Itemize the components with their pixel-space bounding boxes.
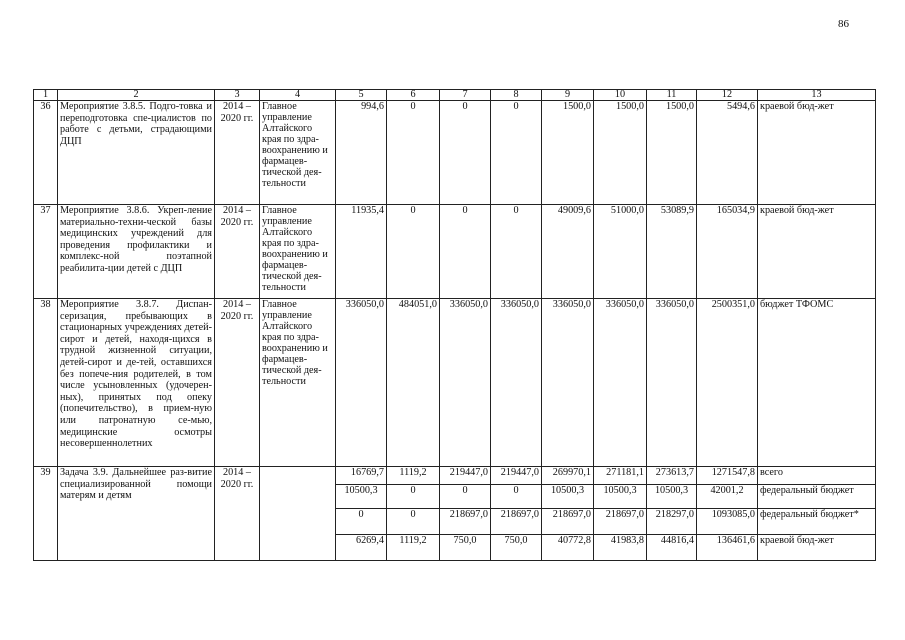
value-col-7: 336050,0 (440, 299, 491, 467)
value-col-9: 269970,1 (542, 467, 594, 485)
value-col-10: 41983,8 (594, 535, 647, 561)
value-col-11: 218297,0 (647, 509, 697, 535)
value-col-11: 10500,3 (647, 485, 697, 509)
value-col-7: 218697,0 (440, 509, 491, 535)
value-col-5: 11935,4 (336, 205, 387, 299)
value-col-10: 1500,0 (594, 101, 647, 205)
value-col-12: 42001,2 (697, 485, 758, 509)
column-number: 9 (542, 90, 594, 101)
table-row (34, 101, 876, 205)
value-col-9: 40772,8 (542, 535, 594, 561)
executor: Главное управление Алтайского края по здра-воохранению и фармацев-тической дея-тельности (260, 101, 336, 205)
funding-source: федеральный бюджет* (758, 509, 876, 535)
value-col-7: 0 (440, 205, 491, 299)
value-col-5: 16769,7 (336, 467, 387, 485)
value-col-9: 336050,0 (542, 299, 594, 467)
value-col-12: 1093085,0 (697, 509, 758, 535)
value-col-12: 5494,6 (697, 101, 758, 205)
value-col-9: 10500,3 (542, 485, 594, 509)
measure-name: Мероприятие 3.8.7. Диспан-серизация, пребывающих в стационарных учреждениях детей-сирот и детей, находя-щихся в трудной жизненной ситуации, детей-сирот и де-тей, оставшихся без попече-ния родителей, в том числе усыновленных (удочерен-ных), принятых под опеку (попечительство), в прием-ную или патронатную се-мью, медицинские осмотры несовершеннолетних (58, 299, 215, 467)
value-col-5: 6269,4 (336, 535, 387, 561)
executor: Главное управление Алтайского края по здра-воохранению и фармацев-тической дея-тельности (260, 299, 336, 467)
value-col-10: 51000,0 (594, 205, 647, 299)
value-col-6: 0 (387, 101, 440, 205)
column-number: 8 (491, 90, 542, 101)
value-col-8: 0 (491, 485, 542, 509)
row-number: 38 (34, 299, 58, 467)
program-measures-table (33, 89, 876, 561)
value-col-6: 0 (387, 205, 440, 299)
period: 2014 – 2020 гг. (215, 205, 260, 299)
measure-name: Мероприятие 3.8.6. Укреп-ление материально-техни-ческой базы медицинских учреждений для проведения профилактики и комплекс-ной поэтапной реабилита-ции детей с ДЦП (58, 205, 215, 299)
value-col-12: 136461,6 (697, 535, 758, 561)
period: 2014 – 2020 гг. (215, 299, 260, 467)
column-number-header-row (34, 90, 876, 101)
value-col-8: 0 (491, 101, 542, 205)
value-col-7: 219447,0 (440, 467, 491, 485)
table-row (34, 467, 876, 485)
measure-name: Мероприятие 3.8.5. Подго-товка и переподготовка спе-циалистов по работе с детьми, страдающими ДЦП (58, 101, 215, 205)
value-col-6: 1119,2 (387, 467, 440, 485)
column-number: 10 (594, 90, 647, 101)
value-col-6: 0 (387, 485, 440, 509)
column-number: 6 (387, 90, 440, 101)
executor: Главное управление Алтайского края по здра-воохранению и фармацев-тической дея-тельности (260, 205, 336, 299)
value-col-7: 0 (440, 101, 491, 205)
column-number: 12 (697, 90, 758, 101)
value-col-8: 218697,0 (491, 509, 542, 535)
table-row (34, 205, 876, 299)
executor (260, 467, 336, 561)
column-number: 11 (647, 90, 697, 101)
value-col-7: 0 (440, 485, 491, 509)
value-col-7: 750,0 (440, 535, 491, 561)
row-number: 36 (34, 101, 58, 205)
value-col-12: 165034,9 (697, 205, 758, 299)
value-col-8: 0 (491, 205, 542, 299)
period: 2014 – 2020 гг. (215, 467, 260, 561)
value-col-11: 44816,4 (647, 535, 697, 561)
period: 2014 – 2020 гг. (215, 101, 260, 205)
value-col-12: 1271547,8 (697, 467, 758, 485)
value-col-10: 271181,1 (594, 467, 647, 485)
funding-source: краевой бюд-жет (758, 535, 876, 561)
column-number: 13 (758, 90, 876, 101)
value-col-9: 1500,0 (542, 101, 594, 205)
value-col-5: 10500,3 (336, 485, 387, 509)
value-col-9: 218697,0 (542, 509, 594, 535)
column-number: 7 (440, 90, 491, 101)
value-col-11: 1500,0 (647, 101, 697, 205)
funding-source: бюджет ТФОМС (758, 299, 876, 467)
value-col-6: 0 (387, 509, 440, 535)
value-col-6: 484051,0 (387, 299, 440, 467)
column-number: 1 (34, 90, 58, 101)
value-col-5: 994,6 (336, 101, 387, 205)
task-name: Задача 3.9. Дальнейшее раз-витие специализированной помощи матерям и детям (58, 467, 215, 561)
funding-source: краевой бюд-жет (758, 101, 876, 205)
value-col-10: 10500,3 (594, 485, 647, 509)
value-col-8: 219447,0 (491, 467, 542, 485)
value-col-5: 0 (336, 509, 387, 535)
value-col-8: 750,0 (491, 535, 542, 561)
column-number: 4 (260, 90, 336, 101)
row-number: 37 (34, 205, 58, 299)
value-col-10: 336050,0 (594, 299, 647, 467)
funding-source: всего (758, 467, 876, 485)
value-col-11: 53089,9 (647, 205, 697, 299)
funding-source: федеральный бюджет (758, 485, 876, 509)
row-number: 39 (34, 467, 58, 561)
value-col-6: 1119,2 (387, 535, 440, 561)
value-col-5: 336050,0 (336, 299, 387, 467)
table-row (34, 299, 876, 467)
column-number: 3 (215, 90, 260, 101)
value-col-12: 2500351,0 (697, 299, 758, 467)
value-col-10: 218697,0 (594, 509, 647, 535)
value-col-8: 336050,0 (491, 299, 542, 467)
value-col-11: 273613,7 (647, 467, 697, 485)
value-col-9: 49009,6 (542, 205, 594, 299)
column-number: 5 (336, 90, 387, 101)
value-col-11: 336050,0 (647, 299, 697, 467)
column-number: 2 (58, 90, 215, 101)
page-number: 86 (838, 18, 849, 30)
funding-source: краевой бюд-жет (758, 205, 876, 299)
